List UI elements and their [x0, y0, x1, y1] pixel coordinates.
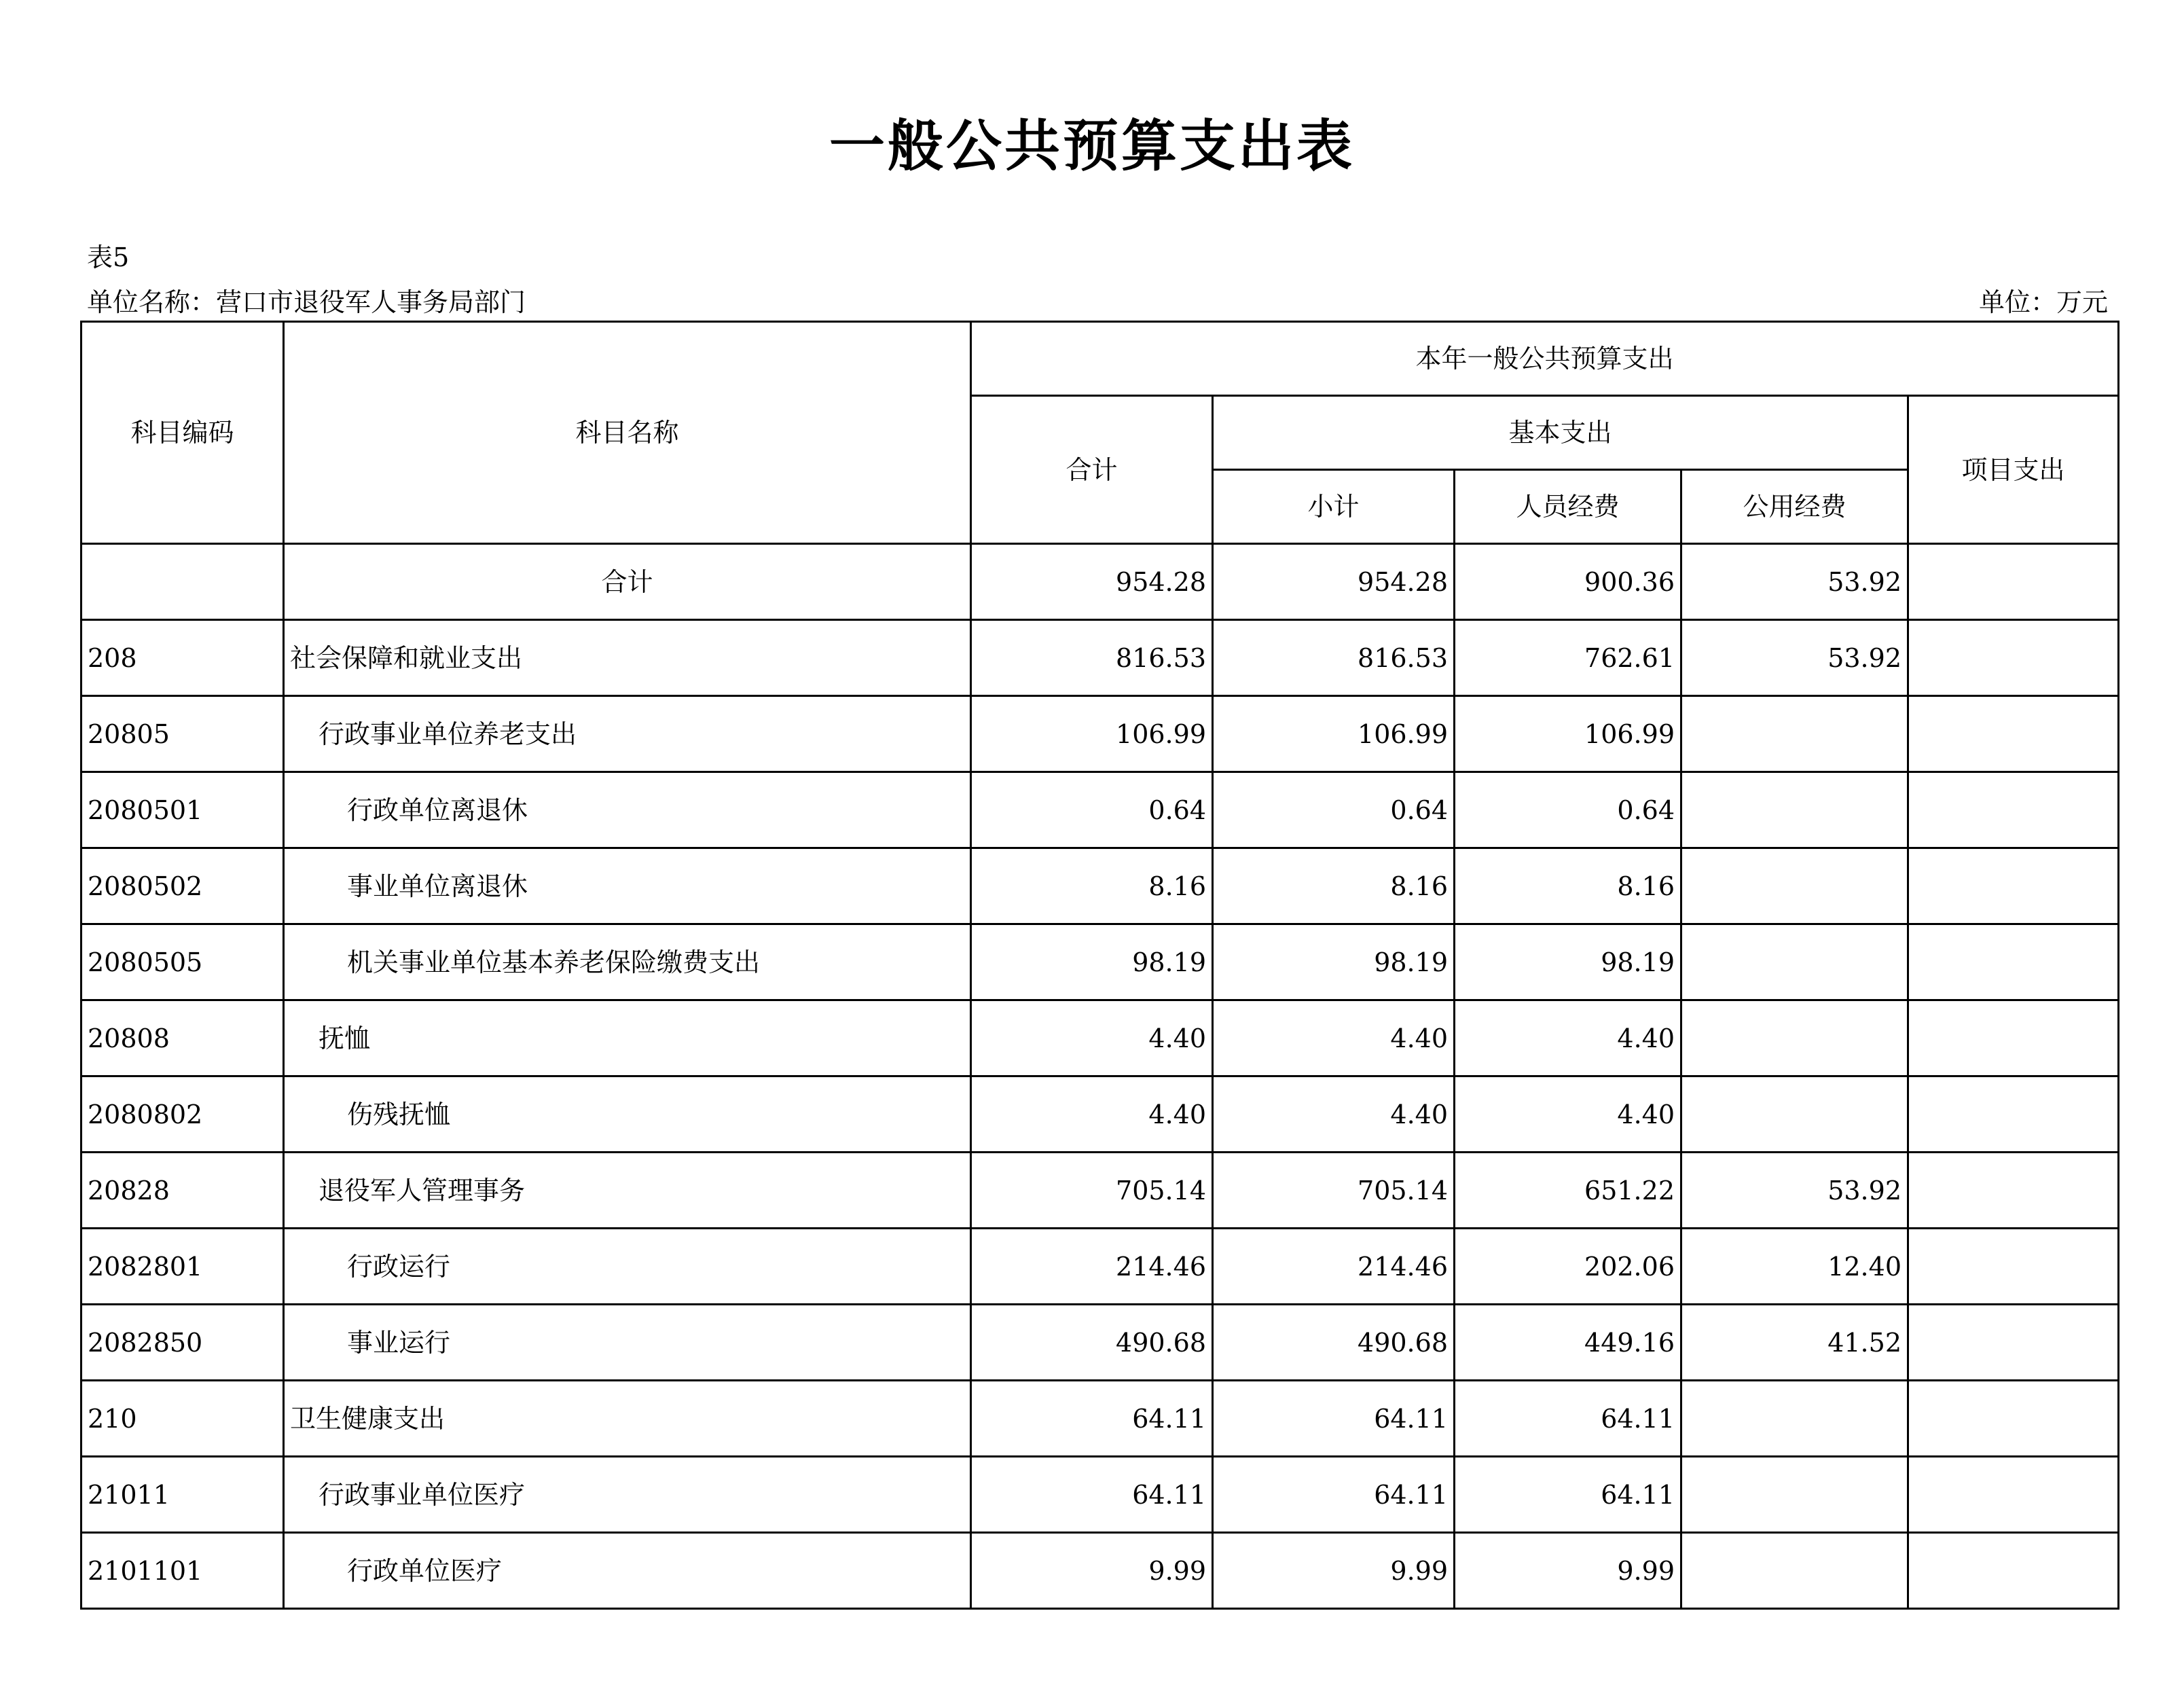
cell-total: 816.53 — [971, 620, 1213, 696]
table-row — [81, 1000, 2119, 1076]
table-row — [81, 1305, 2119, 1381]
cell-code: 2080501 — [81, 772, 284, 848]
cell-subtotal: 98.19 — [1213, 924, 1455, 1000]
cell-subtotal: 4.40 — [1213, 1076, 1455, 1153]
cell-project — [1908, 1229, 2119, 1305]
table-row — [81, 544, 2119, 620]
cell-public — [1681, 696, 1908, 772]
cell-name: 事业单位离退休 — [284, 848, 971, 924]
cell-personnel: 4.40 — [1455, 1076, 1681, 1153]
cell-project — [1908, 1153, 2119, 1229]
cell-name: 行政运行 — [284, 1229, 971, 1305]
cell-personnel: 449.16 — [1455, 1305, 1681, 1381]
cell-name: 社会保障和就业支出 — [284, 620, 971, 696]
cell-project — [1908, 772, 2119, 848]
cell-name: 事业运行 — [284, 1305, 971, 1381]
cell-subtotal: 816.53 — [1213, 620, 1455, 696]
cell-public — [1681, 924, 1908, 1000]
cell-project — [1908, 696, 2119, 772]
cell-code: 208 — [81, 620, 284, 696]
page-title: 一般公共预算支出表 — [829, 113, 1355, 179]
cell-project — [1908, 1076, 2119, 1153]
cell-project — [1908, 1457, 2119, 1533]
cell-public: 12.40 — [1681, 1229, 1908, 1305]
cell-name: 机关事业单位基本养老保险缴费支出 — [284, 924, 971, 1000]
cell-total: 9.99 — [971, 1533, 1213, 1609]
table-row — [81, 772, 2119, 848]
cell-name: 行政单位离退休 — [284, 772, 971, 848]
cell-project — [1908, 1000, 2119, 1076]
header-total: 合计 — [971, 396, 1213, 544]
cell-name: 卫生健康支出 — [284, 1381, 971, 1457]
cell-total: 490.68 — [971, 1305, 1213, 1381]
cell-code: 2080505 — [81, 924, 284, 1000]
cell-name: 退役军人管理事务 — [284, 1153, 971, 1229]
table-row — [81, 1533, 2119, 1609]
table-row — [81, 1381, 2119, 1457]
cell-personnel: 651.22 — [1455, 1153, 1681, 1229]
cell-code: 2080502 — [81, 848, 284, 924]
cell-code: 20808 — [81, 1000, 284, 1076]
cell-personnel: 98.19 — [1455, 924, 1681, 1000]
cell-personnel: 0.64 — [1455, 772, 1681, 848]
cell-project — [1908, 544, 2119, 620]
cell-personnel: 106.99 — [1455, 696, 1681, 772]
header-subtotal: 小计 — [1213, 470, 1455, 544]
cell-project — [1908, 620, 2119, 696]
cell-project — [1908, 1305, 2119, 1381]
header-basic: 基本支出 — [1213, 396, 1908, 470]
table-row — [81, 1457, 2119, 1533]
unit-label: 单位：万元 — [1978, 287, 2108, 317]
cell-total: 954.28 — [971, 544, 1213, 620]
table-number: 表5 — [87, 242, 130, 272]
header-name: 科目名称 — [284, 322, 971, 544]
cell-project — [1908, 1381, 2119, 1457]
cell-subtotal: 106.99 — [1213, 696, 1455, 772]
cell-name: 抚恤 — [284, 1000, 971, 1076]
cell-public — [1681, 1076, 1908, 1153]
cell-name: 行政事业单位养老支出 — [284, 696, 971, 772]
cell-project — [1908, 1533, 2119, 1609]
table-row — [81, 924, 2119, 1000]
cell-total: 4.40 — [971, 1076, 1213, 1153]
cell-personnel: 8.16 — [1455, 848, 1681, 924]
cell-code: 2082850 — [81, 1305, 284, 1381]
cell-name: 合计 — [284, 544, 971, 620]
cell-code: 210 — [81, 1381, 284, 1457]
cell-code — [81, 544, 284, 620]
cell-total: 8.16 — [971, 848, 1213, 924]
cell-public — [1681, 1381, 1908, 1457]
cell-public — [1681, 1457, 1908, 1533]
cell-public: 53.92 — [1681, 544, 1908, 620]
cell-name: 行政事业单位医疗 — [284, 1457, 971, 1533]
cell-personnel: 64.11 — [1455, 1457, 1681, 1533]
header-group: 本年一般公共预算支出 — [971, 322, 2119, 396]
cell-personnel: 9.99 — [1455, 1533, 1681, 1609]
cell-personnel: 4.40 — [1455, 1000, 1681, 1076]
table-body — [81, 544, 2119, 1609]
cell-subtotal: 490.68 — [1213, 1305, 1455, 1381]
cell-total: 705.14 — [971, 1153, 1213, 1229]
cell-subtotal: 954.28 — [1213, 544, 1455, 620]
cell-name: 行政单位医疗 — [284, 1533, 971, 1609]
cell-code: 2082801 — [81, 1229, 284, 1305]
cell-subtotal: 4.40 — [1213, 1000, 1455, 1076]
cell-code: 2101101 — [81, 1533, 284, 1609]
header-code: 科目编码 — [81, 322, 284, 544]
table-header — [81, 322, 2119, 544]
table-row — [81, 1153, 2119, 1229]
cell-total: 0.64 — [971, 772, 1213, 848]
cell-personnel: 64.11 — [1455, 1381, 1681, 1457]
cell-total: 64.11 — [971, 1381, 1213, 1457]
cell-project — [1908, 848, 2119, 924]
table-row — [81, 1229, 2119, 1305]
cell-code: 20805 — [81, 696, 284, 772]
cell-public — [1681, 848, 1908, 924]
cell-public — [1681, 1533, 1908, 1609]
header-personnel: 人员经费 — [1455, 470, 1681, 544]
cell-subtotal: 9.99 — [1213, 1533, 1455, 1609]
cell-project — [1908, 924, 2119, 1000]
table-row — [81, 848, 2119, 924]
cell-subtotal: 705.14 — [1213, 1153, 1455, 1229]
cell-subtotal: 214.46 — [1213, 1229, 1455, 1305]
cell-code: 21011 — [81, 1457, 284, 1533]
cell-total: 98.19 — [971, 924, 1213, 1000]
cell-total: 214.46 — [971, 1229, 1213, 1305]
cell-code: 2080802 — [81, 1076, 284, 1153]
table-row — [81, 620, 2119, 696]
budget-table — [80, 321, 2119, 1610]
unit-name: 单位名称：营口市退役军人事务局部门 — [87, 287, 526, 317]
cell-personnel: 762.61 — [1455, 620, 1681, 696]
cell-total: 64.11 — [971, 1457, 1213, 1533]
cell-personnel: 900.36 — [1455, 544, 1681, 620]
header-public: 公用经费 — [1681, 470, 1908, 544]
header-project: 项目支出 — [1908, 396, 2119, 544]
cell-subtotal: 8.16 — [1213, 848, 1455, 924]
cell-subtotal: 64.11 — [1213, 1381, 1455, 1457]
cell-public: 41.52 — [1681, 1305, 1908, 1381]
cell-public: 53.92 — [1681, 1153, 1908, 1229]
cell-subtotal: 64.11 — [1213, 1457, 1455, 1533]
cell-total: 4.40 — [971, 1000, 1213, 1076]
cell-public: 53.92 — [1681, 620, 1908, 696]
cell-public — [1681, 772, 1908, 848]
table-row — [81, 696, 2119, 772]
cell-code: 20828 — [81, 1153, 284, 1229]
cell-total: 106.99 — [971, 696, 1213, 772]
table-row — [81, 1076, 2119, 1153]
cell-name: 伤残抚恤 — [284, 1076, 971, 1153]
cell-personnel: 202.06 — [1455, 1229, 1681, 1305]
cell-public — [1681, 1000, 1908, 1076]
cell-subtotal: 0.64 — [1213, 772, 1455, 848]
